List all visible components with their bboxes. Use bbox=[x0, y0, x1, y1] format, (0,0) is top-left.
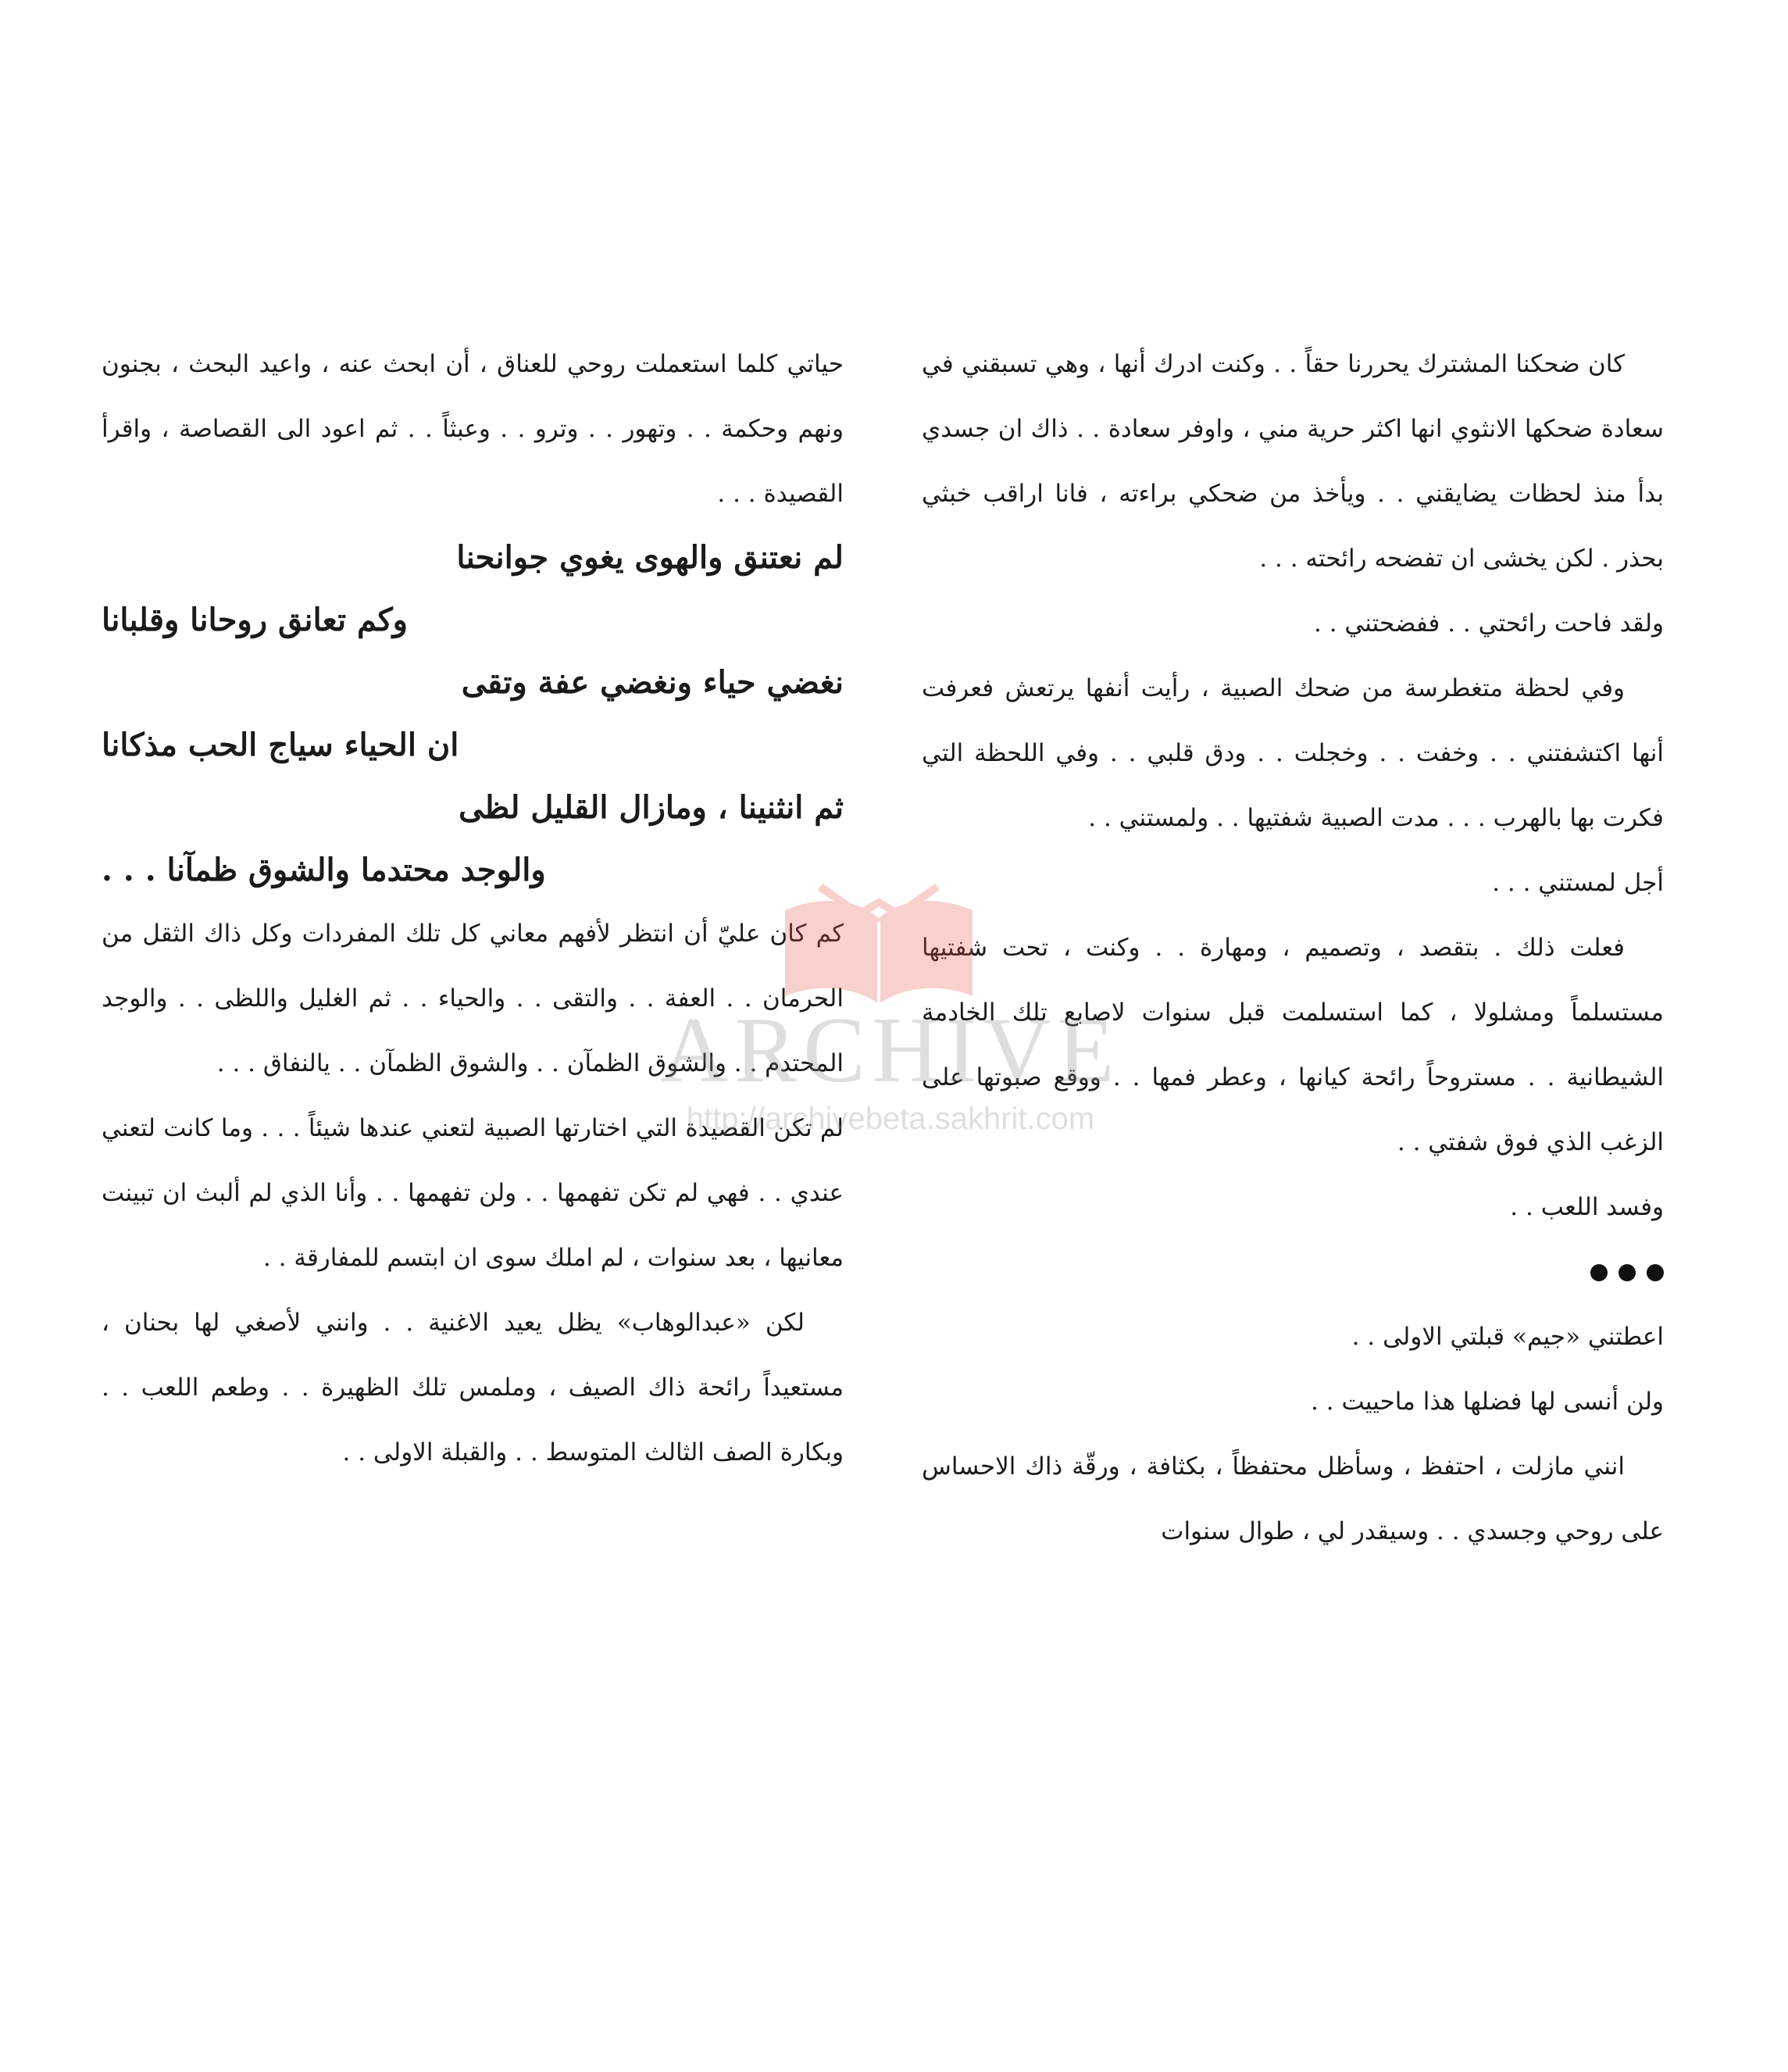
poem-verse: نغضي حياء ونغضي عفة وتقى bbox=[461, 664, 844, 701]
bullet-dot-icon bbox=[1647, 1264, 1664, 1281]
bullet-dot-icon bbox=[1618, 1264, 1636, 1281]
paragraph: وفي لحظة متغطرسة من ضحك الصبية ، رأيت أنفها يرتعش فعرفت أنها اكتشفتني . . وخفت . . وخجلت . . ودق قلبي . . وفي اللحظة التي فكرت بها بالهرب . . . مدت الصبية شفتيها . . ولمستني . . bbox=[922, 674, 1664, 832]
paragraph: ولقد فاحت رائحتي . . ففضحتني . . bbox=[1314, 609, 1664, 638]
paragraph: انني مازلت ، احتفظ ، وسأظل محتفظاً ، بكثافة ، ورقّة ذاك الاحساس على روحي وجسدي . . وسيقدر لي ، طوال سنوات bbox=[922, 1452, 1664, 1545]
poem-verse: ان الحياء سياج الحب مذكانا bbox=[102, 727, 459, 763]
paragraph: حياتي كلما استعملت روحي للعناق ، أن ابحث عنه ، واعيد البحث ، بجنون ونهم وحكمة . . وتهور . . وترو . . وعبثاً . . ثم اعود الى القصاصة ، واقرأ القصيدة . . . bbox=[102, 350, 844, 508]
paragraph: فعلت ذلك . بتقصد ، وتصميم ، ومهارة . . وكنت ، تحت شفتيها مستسلماً ومشلولا ، كما استسلمت قبل سنوات لاصابع تلك الخادمة الشيطانية . . مستروحاً رائحة كيانها ، وعطر فمها . . ووقع صبوتها على الزغب الذي فوق شفتي . . bbox=[922, 934, 1664, 1156]
paragraph: أجل لمستني . . . bbox=[1492, 869, 1664, 897]
paragraph: وفسد اللعب . . bbox=[1510, 1193, 1664, 1221]
poem-verse: وكم تعانق روحانا وقلبانا bbox=[102, 602, 408, 638]
poem-verse: والوجد محتدما والشوق ظمآنا . . . bbox=[102, 852, 546, 888]
watermark-url: http://archivebeta.sakhrit.com bbox=[686, 1102, 1095, 1136]
paragraph: اعطتني «جيم» قبلتي الاولى . . bbox=[1351, 1323, 1664, 1351]
paragraph: كان ضحكنا المشترك يحررنا حقاً . . وكنت ادرك أنها ، وهي تسبقني في سعادة ضحكها الانثوي انها اكثر حرية مني ، واوفر سعادة . . ذاك ان جسدي بدأ منذ لحظات يضايقني . . ويأخذ من ضحكي براءته ، فانا اراقب خبثي بحذر . لكن يخشى ان تفضحه رائحته . . . bbox=[922, 350, 1664, 573]
paragraph: لم تكن القصيدة التي اختارتها الصبية لتعني عندها شيئاً . . . وما كانت لتعني عندي . . فهي لم تكن تفهمها . . ولن تفهمها . . وأنا الذي لم ألبث ان تبينت معانيها ، بعد سنوات ، لم املك سوى ان ابتسم للمفارقة . . bbox=[102, 1114, 844, 1272]
paragraph: ولن أنسى لها فضلها هذا ماحييت . . bbox=[1311, 1388, 1664, 1416]
left-text-column bbox=[102, 332, 844, 1485]
paragraph: كم كان عليّ أن انتظر لأفهم معاني كل تلك المفردات وكل ذاك الثقل من الحرمان . . العفة . . والتقى . . والحياء . . ثم الغليل واللظى . . والوجد المحتدم . . والشوق الظمآن . . والشوق الظمآن . . يالنفاق . . . bbox=[102, 920, 844, 1077]
right-text-column bbox=[922, 332, 1664, 1564]
section-separator bbox=[922, 1240, 1664, 1305]
watermark-title: ARCHIVE bbox=[660, 998, 1121, 1102]
bullet-dot-icon bbox=[1590, 1264, 1608, 1281]
paragraph: لكن «عبدالوهاب» يظل يعيد الاغنية . . وانني لأصغي لها بحنان ، مستعيداً رائحة ذاك الصيف ، وملمس تلك الظهيرة . . وطعم اللعب . . وبكارة الصف الثالث المتوسط . . والقبلة الاولى . . bbox=[102, 1309, 844, 1466]
poem-verse: لم نعتنق والهوى يغوي جوانحنا bbox=[456, 539, 844, 576]
poem-verse: ثم انثنينا ، ومازال القليل لظى bbox=[459, 789, 844, 826]
